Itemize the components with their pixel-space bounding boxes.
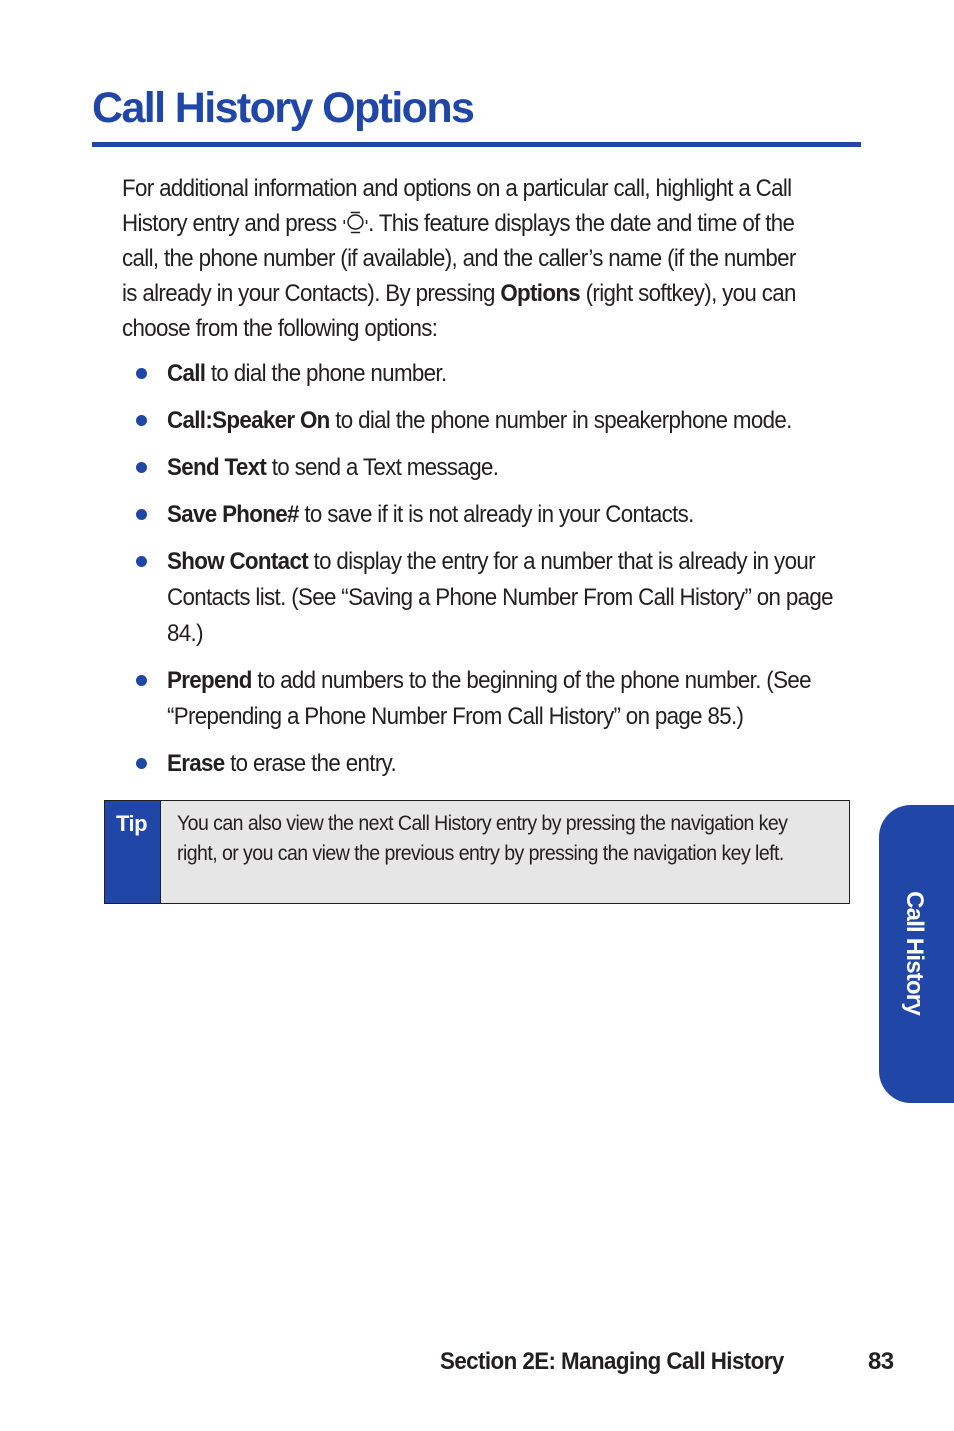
option-label: Show Contact (167, 548, 308, 575)
list-item (122, 663, 862, 735)
bullet-icon (136, 368, 147, 379)
intro-text-3: (right softkey), you can choose from the following options: (122, 280, 796, 342)
list-item (122, 450, 862, 486)
option-label: Call:Speaker On (167, 407, 330, 434)
options-list (122, 356, 862, 793)
option-label: Send Text (167, 454, 267, 481)
list-item (122, 746, 862, 782)
footer-section-title: Section 2E: Managing Call History (440, 1348, 784, 1375)
option-desc: to dial the phone number. (205, 360, 447, 387)
page-title: Call History Options (92, 84, 474, 132)
list-item (122, 497, 862, 533)
option-desc: to add numbers to the beginning of the phone number. (See “Prepending a Phone Number From Call History” on page 85.) (167, 667, 811, 730)
option-label: Save Phone# (167, 501, 299, 528)
bullet-icon (136, 675, 147, 686)
intro-paragraph (122, 171, 801, 346)
intro-text-1: For additional information and options on a particular call, highlight a Call History entry and press (122, 175, 792, 237)
option-desc: to display the entry for a number that is already in your Contacts list. (See “Saving a Phone Number From Call History” on page 84.) (167, 548, 833, 647)
menu-ok-key-icon (342, 210, 368, 234)
list-item (122, 544, 862, 652)
option-desc: to send a Text message. (266, 454, 499, 481)
option-desc: to dial the phone number in speakerphone mode. (329, 407, 792, 434)
tip-body (160, 801, 849, 903)
list-item (122, 403, 862, 439)
option-label: Prepend (167, 667, 252, 694)
bullet-icon (136, 509, 147, 520)
option-label: Call (167, 360, 206, 387)
bullet-icon (136, 462, 147, 473)
tip-text: You can also view the next Call History entry by pressing the navigation key right, or you can view the previous entry by pressing the navigation key left. (177, 812, 788, 865)
option-desc: to erase the entry. (224, 750, 397, 777)
bullet-icon (136, 556, 147, 567)
page-number: 83 (868, 1348, 894, 1375)
options-softkey-label: Options (500, 280, 581, 307)
title-divider (92, 142, 861, 147)
tip-label: Tip (105, 801, 160, 903)
option-label: Erase (167, 750, 225, 777)
option-desc: to save if it is not already in your Contacts. (298, 501, 694, 528)
bullet-icon (136, 415, 147, 426)
intro-text-2: . This feature displays the date and time of the call, the phone number (if available), and the caller’s name (if the number is already in your Contacts). By pressing (122, 210, 796, 307)
list-item (122, 356, 862, 392)
tip-box (104, 800, 850, 904)
bullet-icon (136, 758, 147, 769)
side-tab-label: Call History (901, 891, 928, 1015)
